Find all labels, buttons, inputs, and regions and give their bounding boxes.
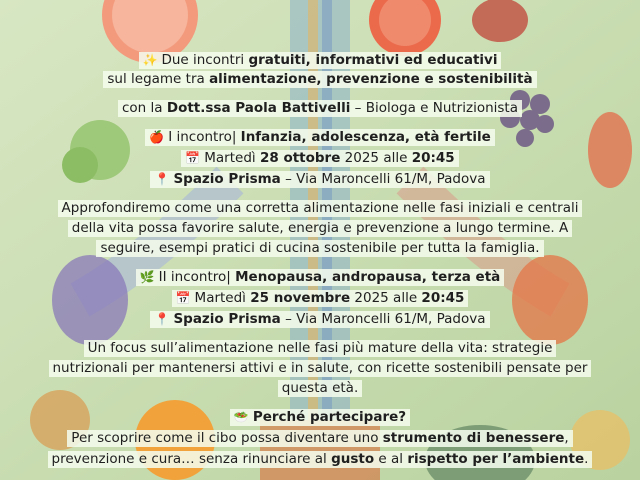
herb-icon: 🌿 — [139, 270, 155, 284]
calendar-icon: 📅 — [185, 151, 201, 165]
why-title: 🥗 Perché partecipare? — [0, 409, 640, 426]
calendar-icon: 📅 — [175, 291, 191, 305]
event2-title: 🌿 II incontro| Menopausa, andropausa, terza età — [0, 269, 640, 286]
salad-icon: 🥗 — [233, 410, 249, 424]
event1-desc-2: della vita possa favorire salute, energia e prevenzione a lungo termine. A — [0, 220, 640, 237]
pin-icon: 📍 — [154, 312, 170, 326]
event1-date: 📅 Martedì 28 ottobre 2025 alle 20:45 — [0, 150, 640, 167]
apple-icon: 🍎 — [149, 130, 165, 144]
intro-line-1: ✨ Due incontri gratuiti, informativi ed educativi — [0, 52, 640, 69]
event1-desc-3: seguire, esempi pratici di cucina sostenibile per tutta la famiglia. — [0, 240, 640, 257]
why-line-1: Per scoprire come il cibo possa diventare uno strumento di benessere, — [0, 430, 640, 447]
event1-title: 🍎 I incontro| Infanzia, adolescenza, età fertile — [0, 129, 640, 146]
why-line-2: prevenzione e cura… senza rinunciare al gusto e al rispetto per l’ambiente. — [0, 451, 640, 468]
sparkles-icon: ✨ — [142, 53, 158, 67]
event2-date: 📅 Martedì 25 novembre 2025 alle 20:45 — [0, 290, 640, 307]
event2-place: 📍 Spazio Prisma – Via Maroncelli 61/M, Padova — [0, 311, 640, 328]
event2-desc-3: questa età. — [0, 380, 640, 397]
event2-desc-2: nutrizionali per mantenersi attivi e in salute, con ricette sostenibili pensate per — [0, 360, 640, 377]
event1-desc-1: Approfondiremo come una corretta alimentazione nelle fasi iniziali e centrali — [0, 200, 640, 217]
intro-line-3: con la Dott.ssa Paola Battivelli – Biologa e Nutrizionista — [0, 100, 640, 117]
event1-place: 📍 Spazio Prisma – Via Maroncelli 61/M, Padova — [0, 171, 640, 188]
pin-icon: 📍 — [154, 172, 170, 186]
event2-desc-1: Un focus sull’alimentazione nelle fasi più mature della vita: strategie — [0, 340, 640, 357]
intro-line-2: sul legame tra alimentazione, prevenzione e sostenibilità — [0, 71, 640, 88]
